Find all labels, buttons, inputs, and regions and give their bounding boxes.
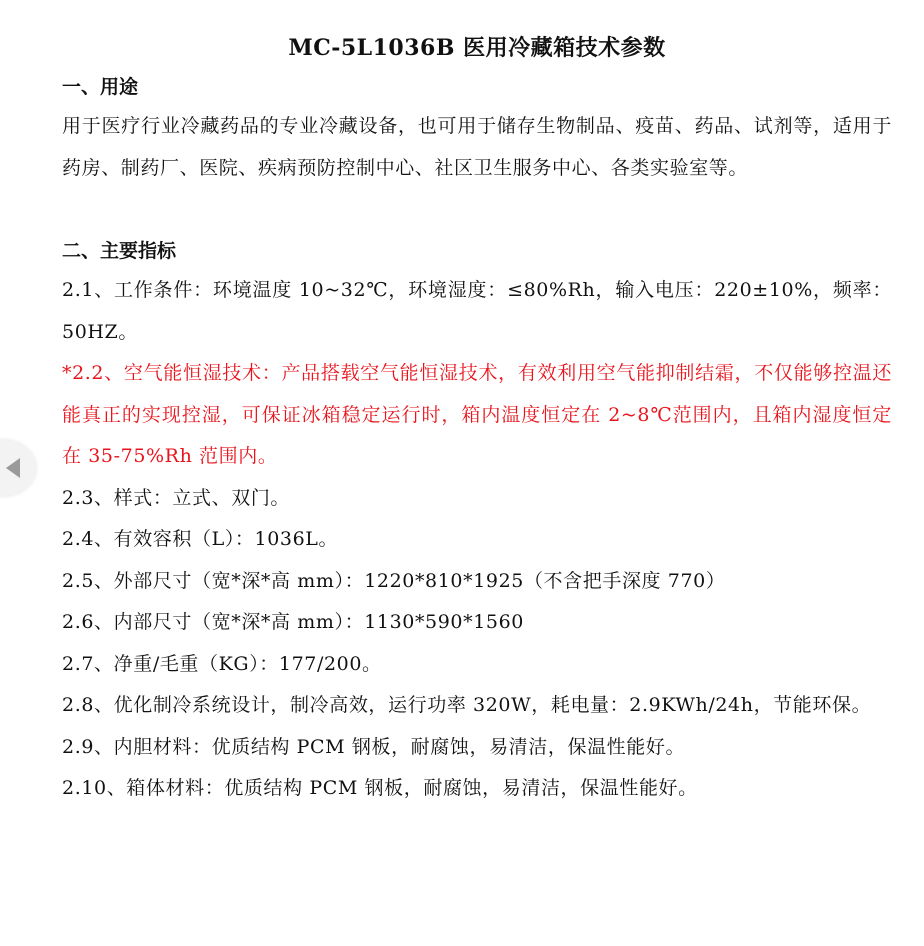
spec-item: 2.3、样式：立式、双门。	[62, 486, 291, 509]
prev-page-button[interactable]	[0, 440, 36, 496]
section-heading-usage: 一、用途	[62, 76, 139, 98]
spec-item: 2.9、内胆材料：优质结构 PCM 钢板，耐腐蚀，易清洁，保温性能好。	[62, 735, 686, 758]
chevron-left-icon	[6, 458, 20, 478]
spec-item: 2.8、优化制冷系统设计，制冷高效，运行功率 320W，耗电量：2.9KWh/24h，节能环保。	[62, 694, 872, 716]
spec-item-highlight: *2.2、空气能恒湿技术：产品搭载空气能恒湿技术，有效利用空气能抑制结霜，不仅能够控温还能真正的实现控湿，可保证冰箱稳定运行时，箱内温度恒定在 2~8℃范围内，且箱内湿度恒定在 35-75%Rh 范围内。	[62, 362, 892, 467]
spec-item: 2.4、有效容积（L）：1036L。	[62, 528, 339, 550]
document	[62, 30, 892, 810]
document-title: MC-5L1036B 医用冷藏箱技术参数	[288, 35, 666, 61]
spec-item: 2.10、箱体材料：优质结构 PCM 钢板，耐腐蚀，易清洁，保温性能好。	[62, 777, 698, 799]
spec-item: 2.7、净重/毛重（KG）：177/200。	[62, 652, 382, 675]
section-spacer	[62, 189, 892, 232]
section-heading-specs: 二、主要指标	[62, 240, 177, 262]
spec-item: 2.5、外部尺寸（宽*深*高 mm）：1220*810*1925（不含把手深度 770）	[62, 569, 726, 592]
spec-item: 2.1、工作条件：环境温度 10~32℃，环境湿度：≤80%Rh，输入电压：220±10%，频率：50HZ。	[62, 279, 892, 343]
spec-item: 2.6、内部尺寸（宽*深*高 mm）：1130*590*1560	[62, 611, 524, 633]
usage-paragraph: 用于医疗行业冷藏药品的专业冷藏设备，也可用于储存生物制品、疫苗、药品、试剂等，适用于药房、制药厂、医院、疾病预防控制中心、社区卫生服务中心、各类实验室等。	[62, 115, 892, 179]
